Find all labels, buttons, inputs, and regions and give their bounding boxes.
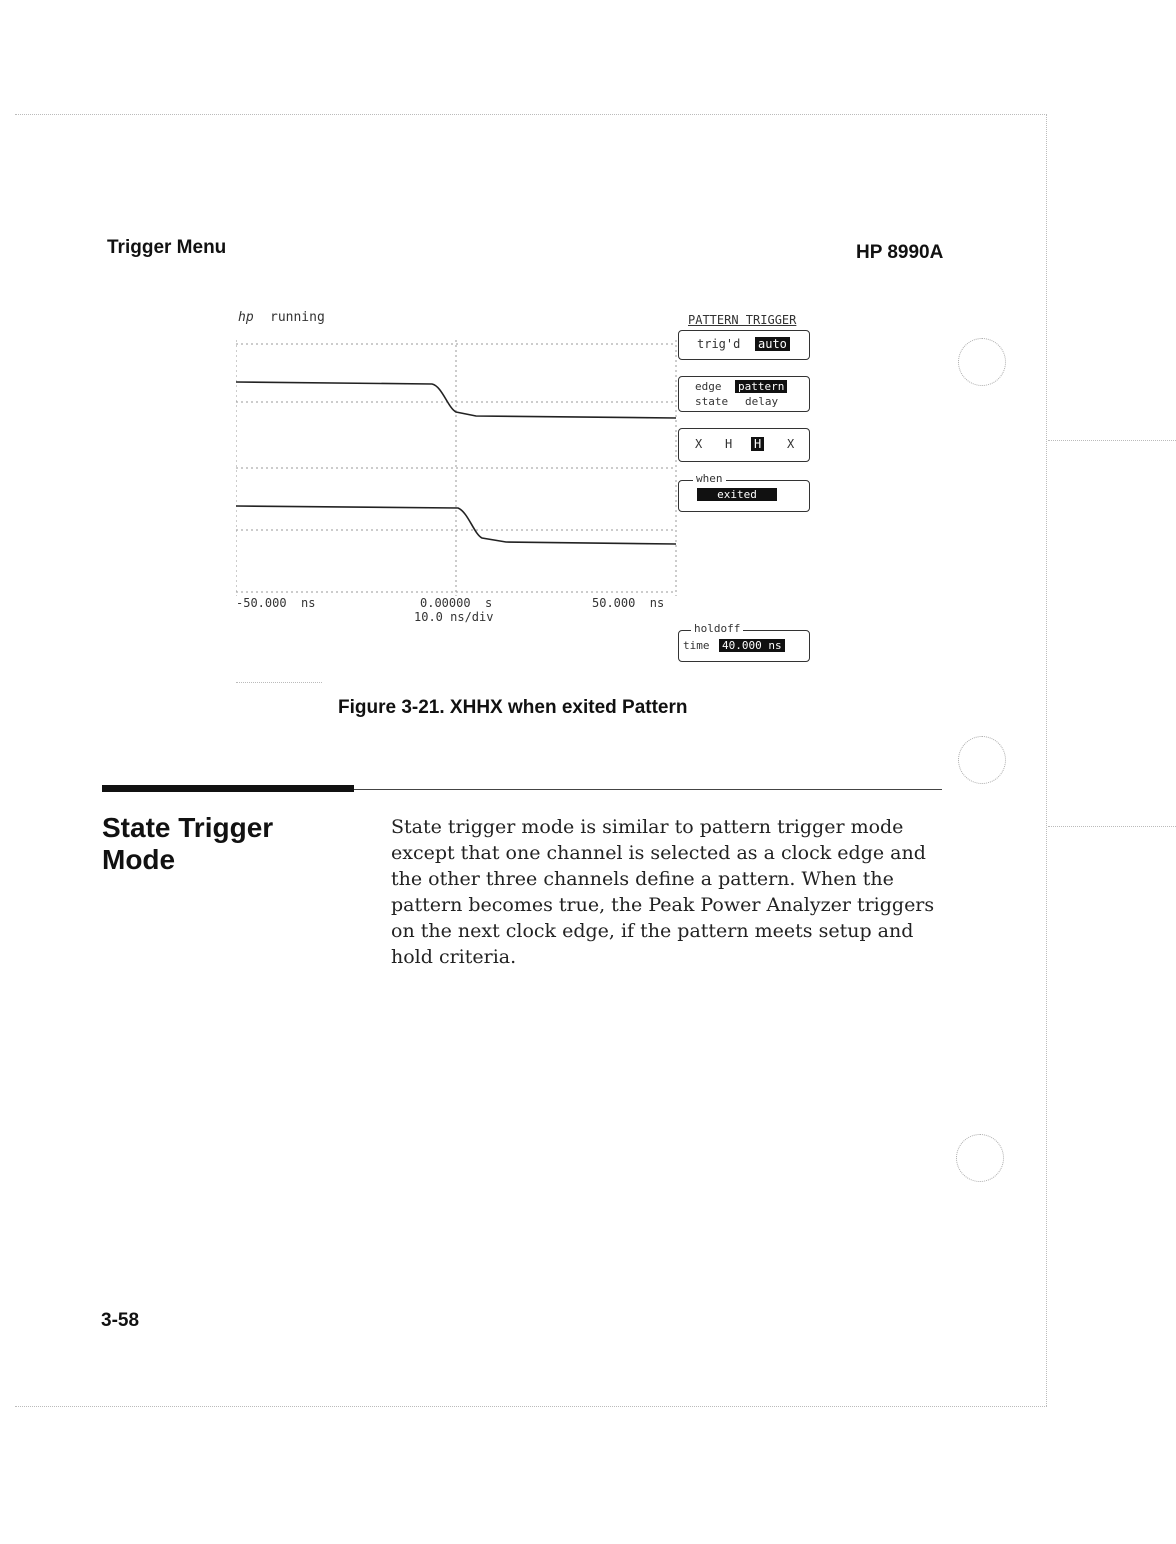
page-border-top — [15, 114, 1047, 115]
mode-delay: delay — [745, 395, 779, 408]
pattern-ch4: X — [787, 437, 795, 451]
page-border-right — [1046, 114, 1047, 1406]
when-softkey[interactable] — [678, 472, 810, 512]
timebase-label: 10.0 ns/div — [414, 610, 494, 624]
tab-edge-1 — [1048, 440, 1176, 441]
panel-title: PATTERN TRIGGER — [688, 313, 797, 327]
section-title-line-2: Mode — [102, 844, 176, 875]
tab-edge-2 — [1048, 826, 1176, 827]
trigd-value: auto — [755, 337, 790, 351]
mode-state: state — [695, 395, 729, 408]
section-title — [102, 812, 273, 876]
running-header-right: HP 8990A — [856, 242, 944, 263]
mode-softkey[interactable] — [678, 376, 810, 412]
body-line: pattern becomes true, the Peak Power Analyzer triggers — [391, 894, 935, 916]
binder-hole-1 — [958, 338, 1006, 386]
section-rule-thin — [354, 789, 942, 790]
pattern-ch1: X — [695, 437, 703, 451]
pattern-ch3: H — [751, 437, 764, 451]
body-line: hold criteria. — [391, 946, 517, 968]
running-header-left: Trigger Menu — [107, 237, 227, 258]
holdoff-label: holdoff — [691, 622, 743, 635]
scope-status: running — [270, 310, 325, 325]
hp-logo-icon: hp — [238, 310, 254, 325]
scope-screenshot — [230, 300, 830, 690]
body-line: except that one channel is selected as a clock edge and — [391, 842, 926, 864]
when-label: when — [693, 472, 726, 485]
pattern-ch2: H — [725, 437, 733, 451]
mode-edge: edge — [695, 380, 722, 393]
page-number: 3-58 — [101, 1310, 140, 1331]
pattern-softkey[interactable] — [678, 428, 810, 462]
body-line: State trigger mode is similar to pattern trigger mode — [391, 816, 904, 838]
body-line: on the next clock edge, if the pattern meets setup and — [391, 920, 914, 942]
x-axis-right-label: 50.000 ns — [592, 596, 665, 610]
section-title-line-1: State Trigger — [102, 812, 274, 843]
figure-caption: Figure 3-21. XHHX when exited Pattern — [338, 697, 688, 718]
page-border-bottom — [15, 1406, 1047, 1407]
time-label: time — [683, 639, 710, 652]
binder-hole-2 — [958, 736, 1006, 784]
waveform-display — [236, 340, 678, 596]
binder-hole-3 — [956, 1134, 1004, 1182]
scan-mark — [236, 682, 322, 683]
trigd-label: trig'd — [697, 337, 741, 351]
x-axis-center-label: 0.00000 s — [420, 596, 493, 610]
section-rule-thick — [102, 785, 354, 792]
when-value: exited — [697, 488, 777, 501]
x-axis-left-label: -50.000 ns — [236, 596, 316, 610]
trigd-softkey[interactable] — [678, 330, 810, 360]
time-value: 40.000 ns — [719, 639, 785, 652]
body-line: the other three channels define a pattern. When the — [391, 868, 894, 890]
section-body — [391, 814, 951, 970]
holdoff-softkey[interactable] — [678, 622, 810, 662]
mode-pattern: pattern — [735, 380, 787, 393]
